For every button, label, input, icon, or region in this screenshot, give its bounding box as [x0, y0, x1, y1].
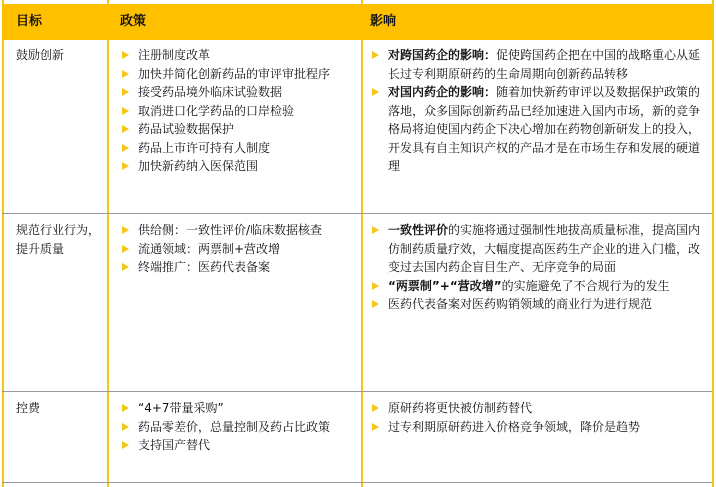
row-3-policies: [120, 399, 356, 455]
triangle-bullet-icon: [122, 226, 129, 234]
triangle-bullet-icon: [122, 107, 129, 115]
list-item: “两票制”+“营改增”的实施避免了不合规行为的发生: [370, 277, 706, 296]
row-1-impacts: [370, 46, 706, 176]
table-header: [2, 4, 712, 40]
row-1-policies: [120, 46, 356, 176]
row-2-impacts: [370, 221, 706, 314]
row-1-goal: 鼓励创新: [16, 48, 65, 62]
triangle-bullet-icon: [372, 226, 379, 234]
header-goal: 目标: [16, 14, 43, 29]
row-2-policies: [120, 221, 356, 277]
column-divider: [107, 0, 109, 487]
list-item: 流通领域：两票制+营改增: [120, 240, 356, 259]
table-border-left: [2, 0, 4, 487]
list-item: 加快并简化创新药品的审评审批程序: [120, 65, 356, 84]
triangle-bullet-icon: [372, 51, 379, 59]
header-policy: 政策: [120, 14, 147, 29]
row-2-goal: 规范行业行为，提升质量: [16, 223, 101, 256]
list-item: 加快新药纳入医保范围: [120, 157, 356, 176]
triangle-bullet-icon: [122, 125, 129, 133]
table-bottom-border: [2, 482, 712, 483]
triangle-bullet-icon: [372, 404, 379, 412]
list-item: 药品上市许可持有人制度: [120, 139, 356, 158]
triangle-bullet-icon: [122, 88, 129, 96]
list-item: 对国内药企的影响：随着加快新药审评以及数据保护政策的落地，众多国际创新药品已经加速进入国内市场，新的竞争格局将迫使国内药企下决心增加在药物创新研发上的投入，开发具有自主知识产权的产品才是在市场生存和发展的硬道理: [370, 83, 706, 176]
triangle-bullet-icon: [372, 300, 379, 308]
list-item: 终端推广：医药代表备案: [120, 258, 356, 277]
list-item: 一致性评价的实施将通过强制性地拔高质量标准，提高国内仿制药质量疗效，大幅度提高医药生产企业的进入门槛，改变过去国内药企盲目生产、无序竞争的局面: [370, 221, 706, 277]
list-item: 医药代表备案对医药购销领域的商业行为进行规范: [370, 295, 706, 314]
list-item: 药品零差价，总量控制及药占比政策: [120, 418, 356, 437]
triangle-bullet-icon: [122, 70, 129, 78]
triangle-bullet-icon: [122, 404, 129, 412]
triangle-bullet-icon: [372, 423, 379, 431]
list-item: 支持国产替代: [120, 436, 356, 455]
triangle-bullet-icon: [122, 423, 129, 431]
triangle-bullet-icon: [122, 162, 129, 170]
list-item: 过专利期原研药进入价格竞争领域，降价是趋势: [370, 418, 706, 437]
row-separator: [2, 213, 712, 214]
triangle-bullet-icon: [372, 282, 379, 290]
list-item: 供给侧：一致性评价/临床数据核查: [120, 221, 356, 240]
list-item: 接受药品境外临床试验数据: [120, 83, 356, 102]
triangle-bullet-icon: [122, 441, 129, 449]
triangle-bullet-icon: [372, 88, 379, 96]
list-item: “4+7带量采购”: [120, 399, 356, 418]
triangle-bullet-icon: [122, 245, 129, 253]
list-item: 对跨国药企的影响：促使跨国药企把在中国的战略重心从延长过专利期原研药的生命周期向创新药品转移: [370, 46, 706, 83]
list-item: 药品试验数据保护: [120, 120, 356, 139]
row-3-impacts: [370, 399, 706, 436]
header-impact: 影响: [370, 14, 397, 29]
triangle-bullet-icon: [122, 51, 129, 59]
triangle-bullet-icon: [122, 263, 129, 271]
row-3-goal: 控费: [16, 401, 41, 415]
triangle-bullet-icon: [122, 144, 129, 152]
row-separator: [2, 391, 712, 392]
list-item: 注册制度改革: [120, 46, 356, 65]
list-item: 取消进口化学药品的口岸检验: [120, 102, 356, 121]
list-item: 原研药将更快被仿制药替代: [370, 399, 706, 418]
